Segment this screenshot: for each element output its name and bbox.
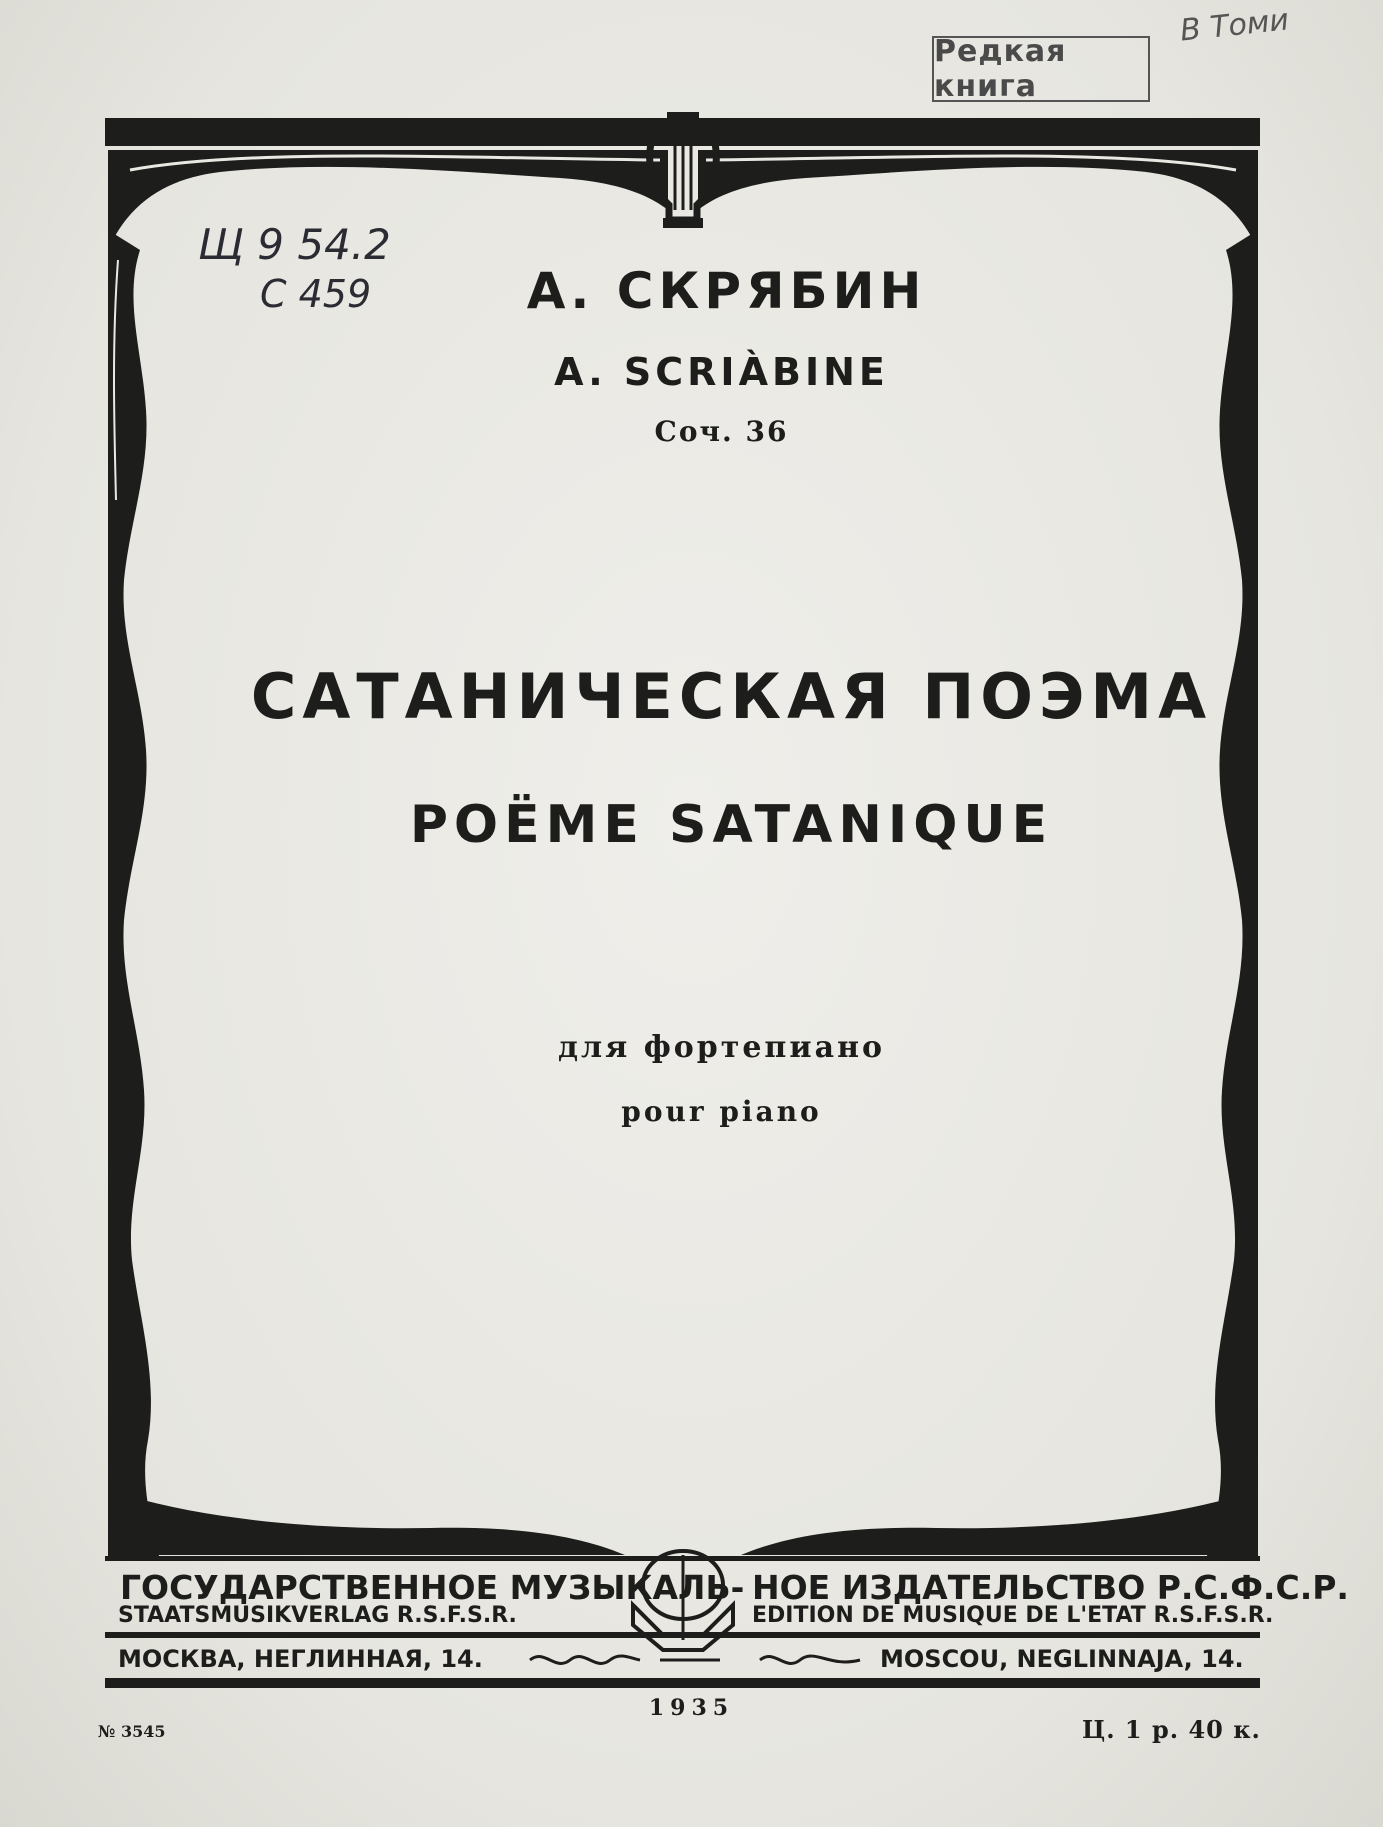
publisher-name-fr: EDITION DE MUSIQUE DE L'ETAT R.S.F.S.R. xyxy=(752,1603,1274,1628)
composer-name-ru: А. СКРЯБИН xyxy=(526,262,927,320)
rare-book-stamp: Редкая книга xyxy=(932,36,1150,102)
handwritten-shelf-mark: Щ 9 54.2 xyxy=(198,220,391,269)
work-title-fr: POЁME SATANIQUE xyxy=(409,795,1054,855)
frame-bottom-right-swag xyxy=(741,1490,1258,1555)
publisher-address-fr: MOSCOU, NEGLINNAJA, 14. xyxy=(880,1645,1244,1673)
price: Ц. 1 р. 40 к. xyxy=(1082,1715,1261,1744)
instrument-ru: для фортепиано xyxy=(557,1030,886,1065)
publisher-name-ru-left: ГОСУДАРСТВЕННОЕ МУЗЫКАЛЬ- xyxy=(120,1568,745,1607)
frame-top-right-swag xyxy=(698,150,1258,250)
work-title-ru: САТАНИЧЕСКАЯ ПОЭМА xyxy=(250,660,1213,733)
instrument-fr: pour piano xyxy=(621,1095,822,1128)
publication-year: 1935 xyxy=(648,1695,735,1721)
publisher-address-ru: МОСКВА, НЕГЛИННАЯ, 14. xyxy=(118,1645,483,1673)
handwritten-author-mark: С 459 xyxy=(260,272,372,316)
composer-name-fr: A. SCRIÀBINE xyxy=(554,350,889,394)
handwritten-corner-note: В Томи xyxy=(1178,2,1291,49)
publisher-name-de: STAATSMUSIKVERLAG R.S.F.S.R. xyxy=(118,1603,517,1628)
opus-number: Соч. 36 xyxy=(654,415,789,448)
catalog-number: № 3545 xyxy=(98,1722,166,1741)
frame-bottom-left-swag xyxy=(108,1490,625,1555)
publisher-name-ru-right: НОЕ ИЗДАТЕЛЬСТВО Р.С.Ф.С.Р. xyxy=(752,1568,1349,1607)
